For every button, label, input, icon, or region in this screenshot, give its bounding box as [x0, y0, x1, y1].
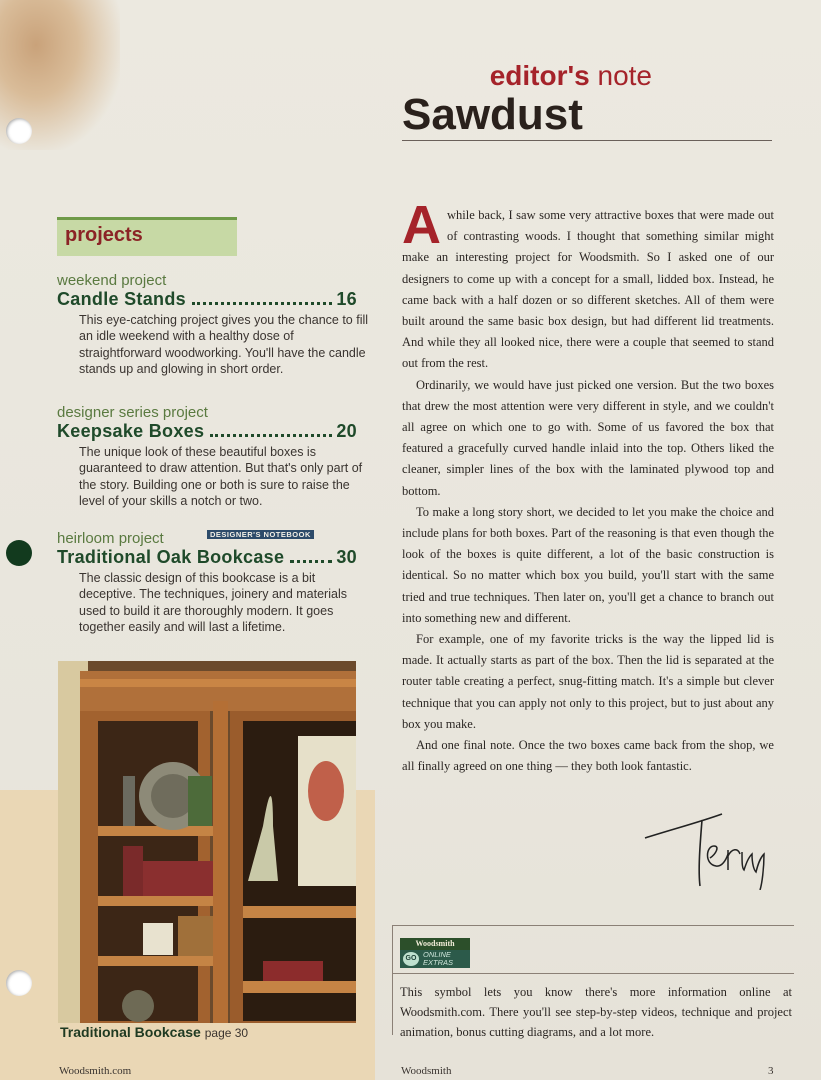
project-kind: designer series project [57, 404, 208, 421]
go-icon: GO [403, 952, 419, 966]
paragraph: To make a long story short, we decided to let you make the choice and include plans for both boxes. Part of the reasoning is that even though the look of the boxes is quite different, a lot of the basic construction is identical. So no matter which box you build, you'll start with the same tried and true techniques. Then later on, you'll get a chance to branch out into something new and different. [402, 504, 774, 625]
project-kind: heirloom project [57, 530, 164, 547]
signature [640, 800, 780, 890]
paragraph: And one final note. Once the two boxes came back from the shop, we all finally agreed on one thing — they both look fantastic. [402, 738, 774, 774]
page-number: 20 [336, 421, 357, 441]
page-title: Sawdust [402, 92, 772, 141]
project-entry [57, 530, 357, 635]
binder-hole [6, 118, 32, 144]
online-extras-note: This symbol lets you know there's more information online at Woodsmith.com. There you'll see step-by-step videos, technique and project animation, bonus cutting diagrams, and a lot more. [400, 985, 792, 1039]
divider [392, 973, 794, 974]
paragraph: Awhile back, I saw some very attractive boxes that were made out of contrasting woods. I thought that something similar might make an interesting project for Woodsmith. So I asked one of our designers to come up with a concept for a small, lidded box. Instead, he came back with a half dozen or so different sketches. All of them were built around the same basic box design, but had different lid treatments. And while they all looked nice, there were a couple that seemed to stand out from the rest. [402, 195, 774, 371]
project-description: This eye-catching project gives you the chance to fill an idle weekend with a healthy dose of straightforward woodworking. You'll have the candle stands up and glowing in short order. [79, 313, 369, 376]
paragraph: Ordinarily, we would have just picked one version. But the two boxes that drew the most attention were very different in style, and we couldn't all agree on which one to go with. Some of us favored the box that featured a gracefully curved handle inlaid into the top. Others liked the cleaner, simpler lines of the box with the laminated plywood top and bottom. [402, 377, 774, 498]
footer-website: Woodsmith.com [59, 1065, 132, 1077]
binder-hole [6, 540, 32, 566]
project-description: The unique look of these beautiful boxes is guaranteed to draw attention. But that's only part of the story. Building one or both is sure to raise the level of your skills a notch or two. [79, 445, 363, 508]
editorial-body [402, 195, 774, 777]
page-number: 16 [336, 289, 357, 309]
footer-magazine: Woodsmith [401, 1065, 452, 1077]
logo-extras-text: ONLINE EXTRAS [423, 950, 454, 967]
binder-hole [6, 970, 32, 996]
project-entry [57, 404, 363, 509]
project-entry [57, 272, 369, 377]
paragraph: For example, one of my favorite tricks is the way the lipped lid is made. It actually starts as part of the box. Then the lid is separated at the router table creating a perfect, snug-fitting match. It's a simple but clever technique that you can apply not only to this project, but to just about any box you make. [402, 632, 774, 731]
section-kicker: editor's note [489, 60, 652, 91]
project-kind: weekend project [57, 272, 167, 289]
bookcase-illustration [58, 661, 356, 1023]
divider [392, 925, 794, 926]
bookcase-photo [58, 661, 356, 1023]
photo-caption: Traditional Bookcase page 30 [60, 1024, 249, 1040]
online-extras-logo[interactable] [400, 938, 470, 970]
project-description: The classic design of this bookcase is a bit deceptive. The techniques, joinery and materials used to build it are thoroughly modern. It goes together easily and will last a lifetime. [79, 571, 347, 634]
page-number: 30 [336, 547, 357, 567]
project-title[interactable]: Keepsake Boxes 20 [57, 421, 357, 441]
logo-wordmark: Woodsmith [400, 938, 470, 950]
projects-heading-box [57, 217, 237, 256]
projects-heading: projects [65, 224, 143, 246]
drop-cap: A [402, 195, 441, 255]
divider [392, 925, 393, 1035]
project-title[interactable]: Candle Stands 16 [57, 289, 357, 309]
designers-notebook-badge: DESIGNER'S NOTEBOOK [207, 530, 314, 539]
editors-note-header [402, 60, 772, 141]
project-title[interactable]: Traditional Oak Bookcase 30 [57, 547, 357, 567]
footer-page-number: 3 [768, 1065, 774, 1077]
